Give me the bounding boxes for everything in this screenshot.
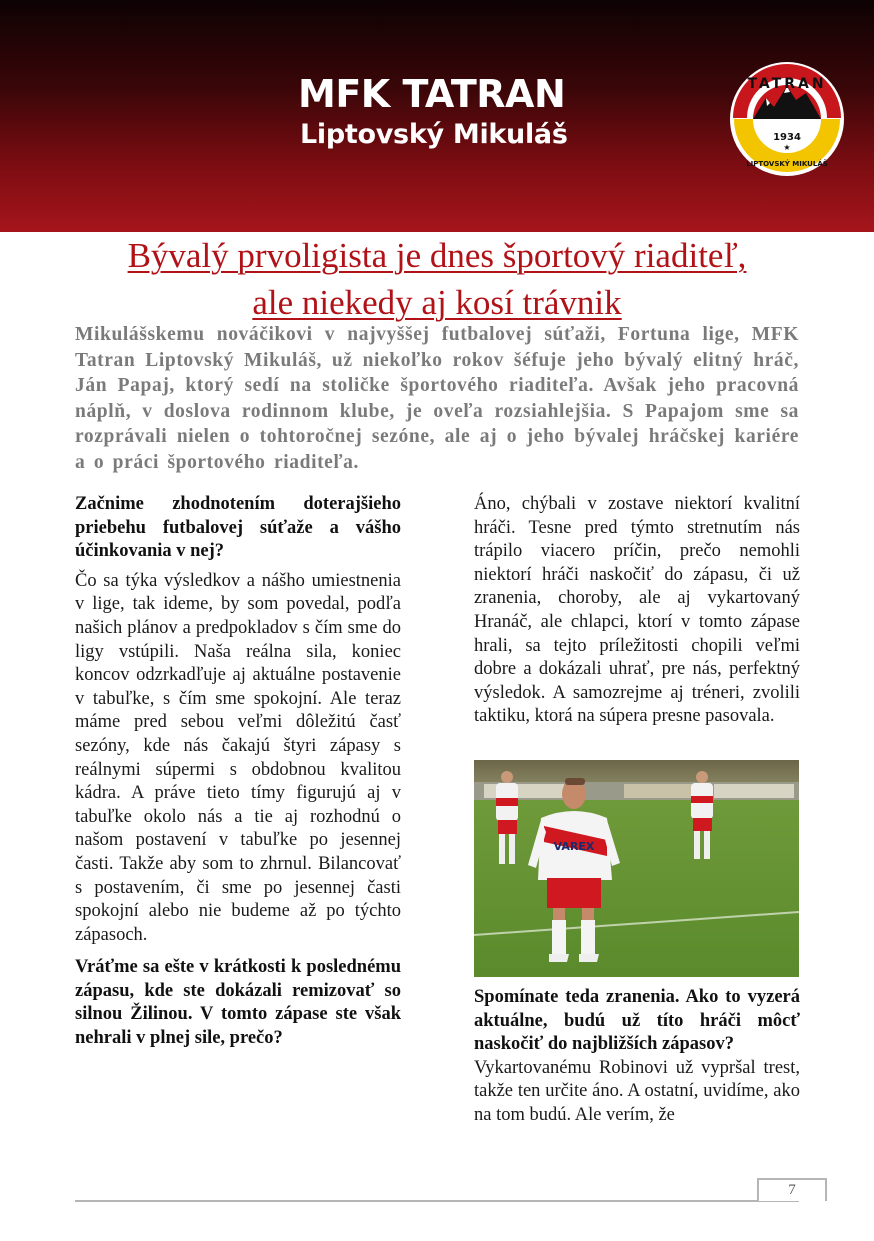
question-2: Vráťme sa ešte v krátkosti k poslednému zápasu, kde ste dokázali remizovať so silnou Žilinou. V tomto zápase ste však nehrali v plnej sile, prečo? — [75, 957, 401, 1049]
sponsor-text: VAREX — [553, 840, 595, 853]
logo-bottom-text: LIPTOVSKÝ MIKULÁŠ — [746, 160, 828, 168]
question-1: Začnime zhodnotením doterajšieho priebehu futbalovej súťaže a vášho účinkovania v nej? — [75, 494, 401, 562]
answer-1: Čo sa týka výsledkov a nášho umiestnenia v lige, tak ideme, by som povedal, podľa našich plánov a predpokladov s čím sme do ligy vstúpili. Naša reálna sila, koniec koncov odzrkadľuje aj aktuálne postavenie v tabuľke, s čím sme spokojní. Ale teraz máme pred sebou veľmi dôležitú časť sezóny, kde nás čakajú štyri zápasy s reálnymi súpermi s obdobnou kvalitou kádra. A práve tieto tímy figurujú aj v tabuľke okolo nás a tie aj rozhodnú o našom postavení v tabuľke po jesennej časti. Takže aby som to zhrnul. Bilancovať s postavením, či sme po jesennej časti spokojní alebo nie budeme až po týchto zápasoch. — [75, 570, 401, 945]
club-name: MFK TATRAN — [298, 72, 566, 116]
player-photo — [474, 760, 799, 977]
header-banner — [0, 0, 874, 232]
page-number: 7 — [757, 1178, 827, 1201]
footer-rule — [75, 1200, 799, 1202]
logo-year: 1934 — [773, 132, 801, 143]
article-lead: Mikulášskemu nováčikovi v najvyššej futbalovej súťaži, Fortuna lige, MFK Tatran Liptovský Mikuláš, už niekoľko rokov šéfuje jeho bývalý elitný hráč, Ján Papaj, ktorý sedí na stoličke športového riaditeľa. Avšak jeho pracovná náplň, v doslova rodinnom klube, je oveľa rozsiahlejšia. S Papajom sme sa rozprávali nielen o tohtoročnej sezóne, ale aj o jeho bývalej hráčskej kariére a o práci športového riaditeľa. — [75, 324, 799, 473]
article-title-line2: ale niekedy aj kosí trávnik — [252, 283, 622, 322]
question-3: Spomínate teda zranenia. Ako to vyzerá aktuálne, budú už títo hráči môcť naskočiť do najbližších zápasov? — [474, 987, 800, 1055]
article-title — [0, 232, 874, 326]
answer-2: Áno, chýbali v zostave niektorí kvalitní hráči. Tesne pred týmto stretnutím nás trápilo viacero príčin, prečo nemohli niektorí hráči naskočiť do zápasu, či už zranenia, choroby, ale aj vykartovaný Hranáč, ale chlapci, ktorí v tomto zápase hrali, sa tejto príležitosti chopili veľmi dobre a dokázali uhrať, pre nás, perfektný výsledok. A samozrejme aj tréneri, zvolili taktiku, ktorá na súpera presne pasovala. — [474, 494, 800, 727]
club-city: Liptovský Mikuláš — [300, 119, 568, 150]
logo-top-text: TATRAN — [747, 76, 827, 92]
left-column — [75, 493, 401, 1051]
article-title-line1: Bývalý prvoligista je dnes športový riaditeľ, — [127, 236, 747, 275]
right-column-continued — [474, 986, 800, 1128]
right-column — [474, 493, 800, 729]
club-crest-logo — [726, 60, 848, 178]
svg-text:★: ★ — [783, 143, 791, 152]
answer-3: Vykartovanému Robinovi už vypršal trest, takže ten určite áno. A ostatní, uvidíme, ako na tom budú. Ale verím, že — [474, 1057, 800, 1125]
